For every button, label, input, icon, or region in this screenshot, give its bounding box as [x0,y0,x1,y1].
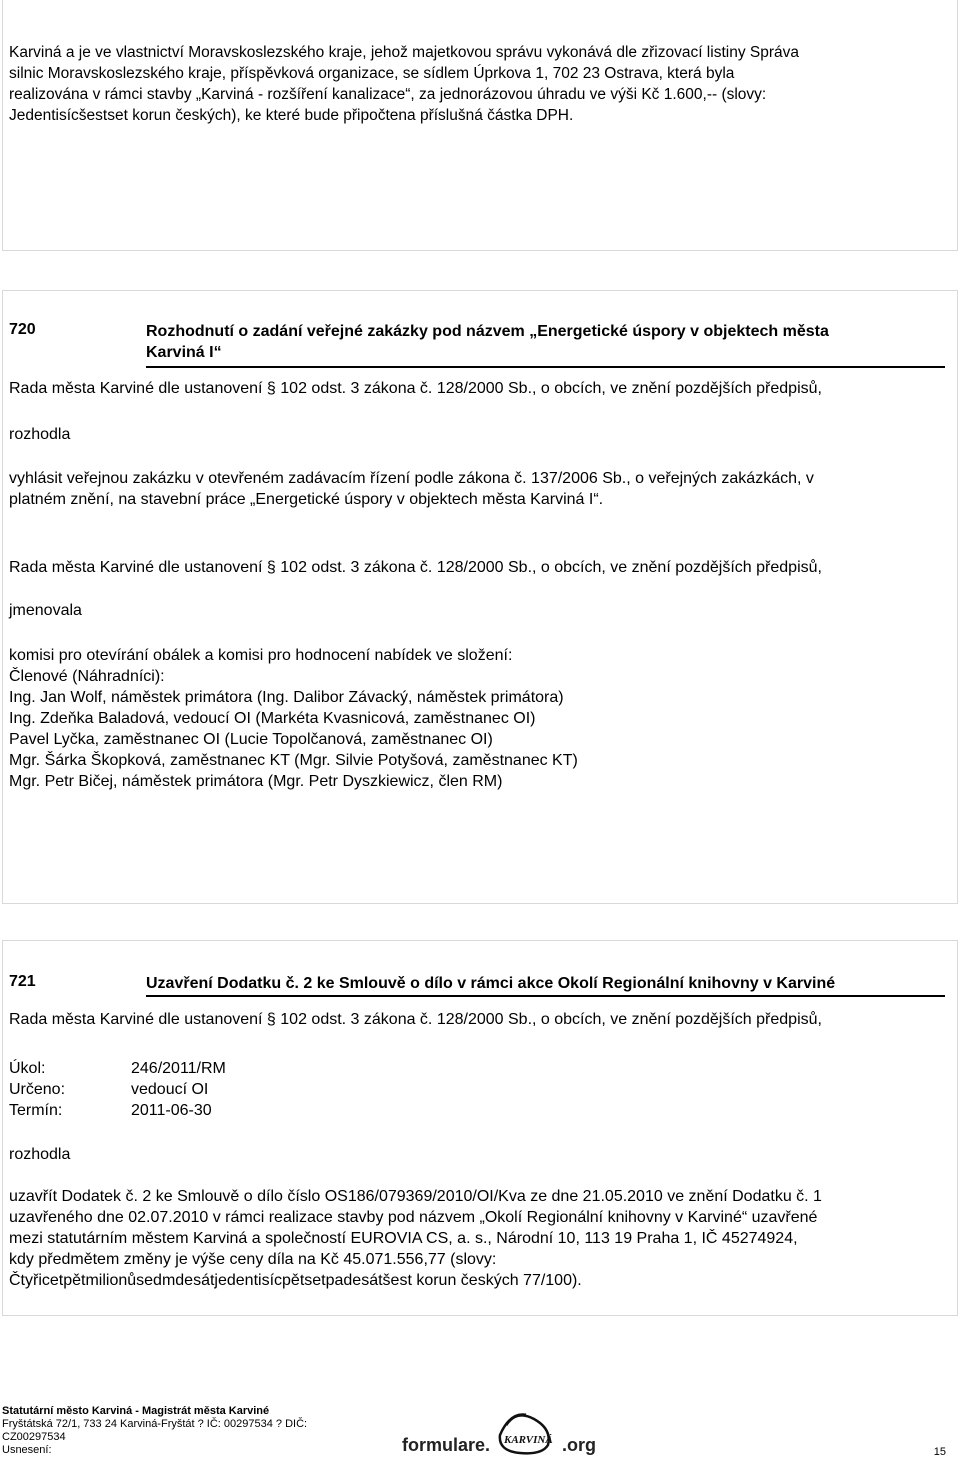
decision-line: vyhlásit veřejnou zakázku v otevřeném zadávacím řízení podle zákona č. 137/2006 Sb., o veřejných zakázkách, v [9,470,814,487]
resolution-720 [2,290,958,904]
resolution-721 [2,940,958,1316]
verb-rozhodla: rozhodla [9,1146,71,1163]
logo-text-left: formulare. [402,1435,491,1455]
decision-text [9,468,949,510]
deadline-label: Termín: [9,1102,63,1119]
member-line: komisi pro otevírání obálek a komisi pro hodnocení nabídek ve složení: [9,647,513,664]
member-line: Mgr. Petr Bičej, náměstek primátora (Mgr. Petr Dyszkiewicz, člen RM) [9,773,503,790]
title-underline [146,995,945,997]
decision-text [9,1186,949,1291]
decision-line: platném znění, na stavební práce „Energetické úspory v objektech města Karviná I“. [9,491,604,508]
deadline-row [9,1100,212,1121]
member-line: Ing. Jan Wolf, náměstek primátora (Ing. Dalibor Závacký, náměstek primátora) [9,689,564,706]
logo-text-right: .org [562,1435,596,1455]
footer-address: Fryštátská 72/1, 733 24 Karviná-Fryštát ? IČ: 00297534 ? DIČ: [2,1418,308,1430]
intro-line: silnic Moravskoslezského kraje, příspěvková organizace, se sídlem Úprkova 1, 702 23 Ostrava, která byla [9,65,735,82]
karvina-emblem [500,1415,553,1454]
intro-line: Karviná a je ve vlastnictví Moravskoslezského kraje, jehož majetkovou správu vykonává dle zřizovací listiny Správa [9,44,799,61]
task-row [9,1058,226,1079]
verb-jmenovala: jmenovala [9,602,82,619]
resolution-number: 721 [9,973,36,990]
decision-line: uzavřeného dne 02.07.2010 v rámci realizace stavby pod názvem „Okolí Regionální knihovny v Karviné“ uzavřené [9,1209,818,1226]
task-value: 246/2011/RM [131,1060,226,1077]
decision-line: kdy předmětem změny je výše ceny díla na Kč 45.071.556,77 (slovy: [9,1251,497,1268]
deadline-value: 2011-06-30 [131,1102,212,1119]
intro-line: realizována v rámci stavby „Karviná - rozšíření kanalizace“, za jednorázovou úhradu ve výši Kč 1.600,-- (slovy: [9,86,767,103]
member-line: Ing. Zdeňka Baladová, vedoucí OI (Markéta Kvasnicová, zaměstnanec OI) [9,710,536,727]
assigned-label: Určeno: [9,1081,66,1098]
intro-section [2,0,958,251]
footer-dic: CZ00297534 [2,1431,66,1443]
page-footer [2,1405,307,1457]
member-line: Pavel Lyčka, zaměstnanec OI (Lucie Topolčanová, zaměstnanec OI) [9,731,493,748]
member-line: Mgr. Šárka Škopková, zaměstnanec KT (Mgr. Silvie Potyšová, zaměstnanec KT) [9,752,578,769]
commission-members [9,645,949,792]
logo-emblem-word: KARVINÁ [504,1434,553,1446]
resolution-title-line: Rozhodnutí o zadání veřejné zakázky pod názvem „Energetické úspory v objektech města [146,323,829,340]
footer-org: Statutární město Karviná - Magistrát města Karviné [2,1405,270,1417]
intro-paragraph [9,42,949,126]
resolution-title: Uzavření Dodatku č. 2 ke Smlouvě o dílo v rámci akce Okolí Regionální knihovny v Karviné [146,975,836,992]
decision-line: Čtyřicetpětmilionůsedmdesátjedentisícpětsetpadesátšest korun českých 77/100). [9,1272,582,1289]
member-line: Členové (Náhradníci): [9,668,165,685]
resolution-title [146,321,945,363]
assigned-value: vedoucí OI [131,1081,209,1098]
legal-basis: Rada města Karviné dle ustanovení § 102 odst. 3 zákona č. 128/2000 Sb., o obcích, ve znění pozdějších předpisů, [9,1011,822,1028]
decision-line: mezi statutárním městem Karviná a společností EUROVIA CS, a. s., Národní 10, 113 19 Praha 1, IČ 45274924, [9,1230,798,1247]
title-underline [146,366,945,368]
verb-rozhodla: rozhodla [9,426,71,443]
formulare-logo [402,1405,612,1457]
page-number: 15 [933,1446,946,1458]
decision-line: uzavřít Dodatek č. 2 ke Smlouvě o dílo číslo OS186/079369/2010/OI/Kva ze dne 21.05.2010 ve znění Dodatku č. 1 [9,1188,822,1205]
assigned-row [9,1079,208,1100]
legal-basis: Rada města Karviné dle ustanovení § 102 odst. 3 zákona č. 128/2000 Sb., o obcích, ve znění pozdějších předpisů, [9,559,822,576]
resolution-title-line: Karviná I“ [146,344,222,361]
footer-label: Usnesení: [2,1444,52,1456]
resolution-number: 720 [9,321,36,338]
legal-basis: Rada města Karviné dle ustanovení § 102 odst. 3 zákona č. 128/2000 Sb., o obcích, ve znění pozdějších předpisů, [9,380,822,397]
task-label: Úkol: [9,1060,46,1077]
intro-line: Jedentisícšestset korun českých), ke které bude připočtena příslušná částka DPH. [9,107,574,124]
